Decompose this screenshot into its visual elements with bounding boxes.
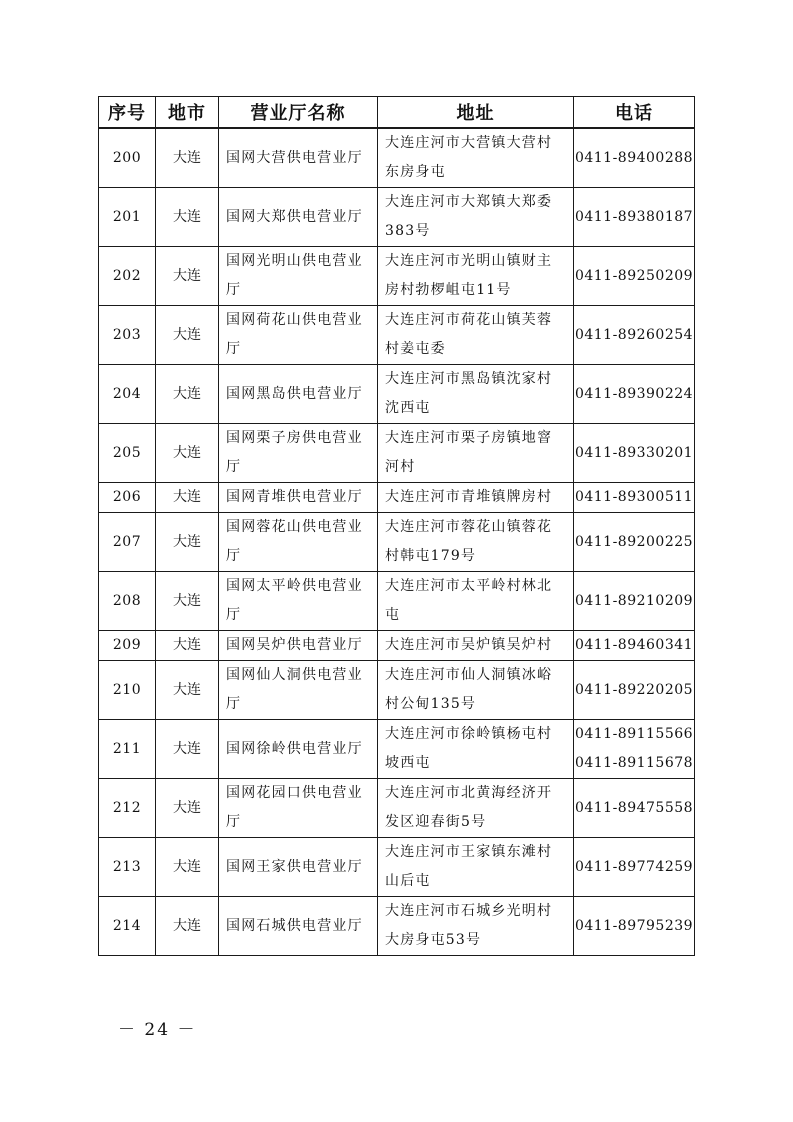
cell-city: 大连 (156, 513, 219, 572)
cell-hall-name: 国网大郑供电营业厅 (219, 188, 378, 247)
header-address: 地址 (378, 97, 574, 129)
cell-index: 209 (99, 631, 156, 661)
table-row (99, 128, 695, 188)
cell-index: 208 (99, 572, 156, 631)
cell-city: 大连 (156, 128, 219, 188)
phone-number: 0411-89330201 (574, 444, 694, 461)
cell-hall-name: 国网青堆供电营业厅 (219, 483, 378, 513)
phone-number: 0411-89250209 (574, 267, 694, 284)
cell-address: 大连庄河市荷花山镇芙蓉村姜屯委 (378, 306, 574, 365)
cell-city: 大连 (156, 720, 219, 779)
table-row (99, 631, 695, 661)
cell-hall-name: 国网王家供电营业厅 (219, 838, 378, 897)
phone-number: 0411-89300511 (574, 489, 694, 505)
cell-address: 大连庄河市太平岭村林北屯 (378, 572, 574, 631)
cell-address: 大连庄河市青堆镇牌房村 (378, 483, 574, 513)
cell-city: 大连 (156, 631, 219, 661)
table-row (99, 779, 695, 838)
cell-index: 201 (99, 188, 156, 247)
cell-hall-name: 国网仙人洞供电营业厅 (219, 661, 378, 720)
table-row (99, 365, 695, 424)
cell-phone (574, 779, 695, 838)
cell-index: 200 (99, 128, 156, 188)
table-row (99, 838, 695, 897)
cell-phone (574, 188, 695, 247)
cell-phone (574, 661, 695, 720)
cell-address: 大连庄河市王家镇东滩村山后屯 (378, 838, 574, 897)
cell-city: 大连 (156, 838, 219, 897)
cell-hall-name: 国网黑岛供电营业厅 (219, 365, 378, 424)
cell-hall-name: 国网蓉花山供电营业厅 (219, 513, 378, 572)
cell-index: 211 (99, 720, 156, 779)
cell-hall-name: 国网石城供电营业厅 (219, 897, 378, 956)
phone-number: 0411-89795239 (574, 917, 694, 934)
cell-phone (574, 483, 695, 513)
phone-number: 0411-89260254 (574, 326, 694, 343)
cell-address: 大连庄河市北黄海经济开发区迎春街5号 (378, 779, 574, 838)
cell-hall-name: 国网花园口供电营业厅 (219, 779, 378, 838)
table-row (99, 513, 695, 572)
table-row (99, 720, 695, 779)
table-row (99, 661, 695, 720)
cell-hall-name: 国网太平岭供电营业厅 (219, 572, 378, 631)
phone-number: 0411-89460341 (574, 637, 694, 653)
cell-city: 大连 (156, 483, 219, 513)
header-city: 地市 (156, 97, 219, 129)
cell-index: 210 (99, 661, 156, 720)
cell-index: 205 (99, 424, 156, 483)
cell-index: 213 (99, 838, 156, 897)
table-row (99, 247, 695, 306)
cell-city: 大连 (156, 424, 219, 483)
table-row (99, 306, 695, 365)
cell-phone (574, 306, 695, 365)
cell-phone (574, 897, 695, 956)
cell-city: 大连 (156, 188, 219, 247)
cell-hall-name: 国网荷花山供电营业厅 (219, 306, 378, 365)
header-index: 序号 (99, 97, 156, 129)
phone-number: 0411-89210209 (574, 592, 694, 609)
cell-hall-name: 国网徐岭供电营业厅 (219, 720, 378, 779)
cell-index: 206 (99, 483, 156, 513)
cell-phone (574, 128, 695, 188)
cell-phone (574, 424, 695, 483)
page-number: － 24 － (118, 1020, 197, 1040)
service-hall-table (98, 96, 695, 956)
cell-index: 207 (99, 513, 156, 572)
cell-index: 212 (99, 779, 156, 838)
phone-number: 0411-89390224 (574, 385, 694, 402)
cell-phone (574, 631, 695, 661)
phone-number: 0411-89115678 (574, 755, 694, 771)
cell-phone (574, 572, 695, 631)
cell-address: 大连庄河市大郑镇大郑委383号 (378, 188, 574, 247)
cell-index: 203 (99, 306, 156, 365)
header-phone: 电话 (574, 97, 695, 129)
phone-number: 0411-89475558 (574, 799, 694, 816)
cell-address: 大连庄河市石城乡光明村大房身屯53号 (378, 897, 574, 956)
cell-address: 大连庄河市光明山镇财主房村勃椤岨屯11号 (378, 247, 574, 306)
cell-index: 214 (99, 897, 156, 956)
cell-hall-name: 国网大营供电营业厅 (219, 128, 378, 188)
cell-phone (574, 720, 695, 779)
table-row (99, 188, 695, 247)
phone-number: 0411-89200225 (574, 533, 694, 550)
cell-city: 大连 (156, 897, 219, 956)
table-row (99, 572, 695, 631)
cell-address: 大连庄河市徐岭镇杨屯村坡西屯 (378, 720, 574, 779)
cell-address: 大连庄河市仙人洞镇冰峪村公甸135号 (378, 661, 574, 720)
cell-city: 大连 (156, 779, 219, 838)
table-row (99, 424, 695, 483)
cell-address: 大连庄河市吴炉镇吴炉村 (378, 631, 574, 661)
cell-phone (574, 247, 695, 306)
cell-hall-name: 国网栗子房供电营业厅 (219, 424, 378, 483)
cell-address: 大连庄河市大营镇大营村东房身屯 (378, 128, 574, 188)
table-header-row (99, 97, 695, 129)
cell-city: 大连 (156, 661, 219, 720)
cell-index: 202 (99, 247, 156, 306)
header-hall-name: 营业厅名称 (219, 97, 378, 129)
phone-number: 0411-89220205 (574, 681, 694, 698)
cell-phone (574, 365, 695, 424)
cell-index: 204 (99, 365, 156, 424)
cell-phone (574, 838, 695, 897)
cell-city: 大连 (156, 247, 219, 306)
cell-city: 大连 (156, 306, 219, 365)
cell-phone (574, 513, 695, 572)
cell-address: 大连庄河市栗子房镇地窨河村 (378, 424, 574, 483)
cell-city: 大连 (156, 365, 219, 424)
table-row (99, 897, 695, 956)
phone-number: 0411-89380187 (574, 208, 694, 225)
cell-city: 大连 (156, 572, 219, 631)
cell-hall-name: 国网光明山供电营业厅 (219, 247, 378, 306)
phone-number: 0411-89400288 (574, 149, 694, 166)
phone-number: 0411-89115566 (574, 726, 694, 742)
cell-hall-name: 国网吴炉供电营业厅 (219, 631, 378, 661)
cell-address: 大连庄河市蓉花山镇蓉花村韩屯179号 (378, 513, 574, 572)
table-body (99, 128, 695, 956)
table-row (99, 483, 695, 513)
phone-number: 0411-89774259 (574, 858, 694, 875)
cell-address: 大连庄河市黑岛镇沈家村沈西屯 (378, 365, 574, 424)
